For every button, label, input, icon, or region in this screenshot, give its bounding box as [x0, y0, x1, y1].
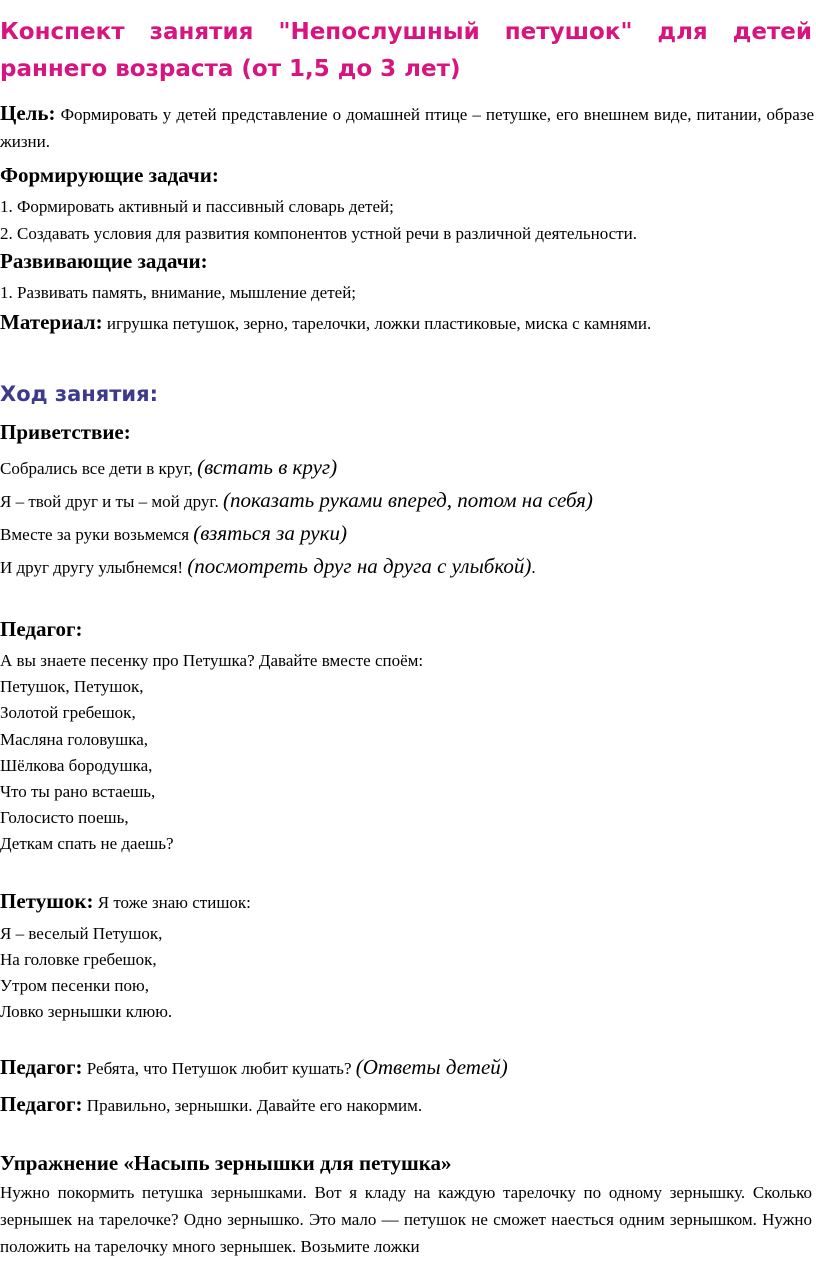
- teacher-line-1: А вы знаете песенку про Петушка? Давайте вместе споём:: [0, 651, 424, 670]
- song-line-4: Шёлкова бородушка,: [0, 756, 153, 775]
- rooster-line-4: Ловко зернышки клюю.: [0, 1002, 173, 1021]
- greeting-line-1-action: (встать в круг): [197, 455, 338, 479]
- teacher-question: [0, 1054, 508, 1082]
- course-heading: Ход занятия:: [0, 382, 159, 406]
- developing-item-1: 1. Развивать память, внимание, мышление детей;: [0, 283, 357, 302]
- greeting-line-4: [0, 553, 536, 581]
- exercise-text: Нужно покормить петушка зернышками. Вот я кладу на каждую тарелочку по одному зернышку. Сколько зернышек на тарелочке? Одно зернышко. Это мало — петушок не сможет наесться одним зернышком. Нужно положить на тарелочку много зернышек. Возьмите ложки: [0, 1183, 812, 1256]
- developing-heading: Развивающие задачи:: [0, 249, 208, 273]
- goal-paragraph: [0, 100, 814, 155]
- greeting-heading: Приветствие:: [0, 420, 131, 444]
- exercise-heading: Упражнение «Насыпь зернышки для петушка»: [0, 1151, 452, 1175]
- greeting-line-4-action: (посмотреть друг на друга с улыбкой): [187, 554, 532, 578]
- forming-item-2: 2. Создавать условия для развития компонентов устной речи в различной деятельности.: [0, 224, 637, 243]
- forming-heading: Формирующие задачи:: [0, 163, 219, 187]
- teacher-answer: [0, 1091, 422, 1119]
- greeting-line-1-text: Собрались все дети в круг,: [0, 459, 198, 478]
- rooster-label: Петушок:: [0, 889, 94, 913]
- forming-item-1: 1. Формировать активный и пассивный словарь детей;: [0, 197, 394, 216]
- goal-label: Цель:: [0, 101, 56, 125]
- greeting-line-4-text: И друг другу улыбнемся!: [0, 558, 188, 577]
- greeting-line-2: [0, 487, 593, 515]
- greeting-line-3: [0, 520, 347, 548]
- rooster-line-2: На головке гребешок,: [0, 950, 157, 969]
- teacher-question-label: Педагог:: [0, 1055, 83, 1079]
- rooster-intro: [0, 888, 251, 916]
- teacher-heading: Педагог:: [0, 617, 83, 641]
- goal-text: Формировать у детей представление о домашней птице – петушке, его внешнем виде, питании, образе жизни.: [0, 105, 814, 151]
- material-label: Материал:: [0, 310, 103, 334]
- teacher-answer-text: Правильно, зернышки. Давайте его накормим.: [82, 1096, 423, 1115]
- document-title: Конспект занятия "Непослушный петушок" для детей раннего возраста (от 1,5 до 3 лет): [0, 19, 812, 82]
- greeting-line-4-tail: .: [531, 558, 536, 577]
- teacher-question-text: Ребята, что Петушок любит кушать?: [82, 1059, 356, 1078]
- greeting-line-2-action: (показать руками вперед, потом на себя): [222, 488, 593, 512]
- teacher-question-action: (Ответы детей): [355, 1055, 508, 1079]
- greeting-line-3-action: (взяться за руки): [193, 521, 347, 545]
- greeting-line-2-text: Я – твой друг и ты – мой друг.: [0, 492, 223, 511]
- song-line-5: Что ты рано встаешь,: [0, 782, 156, 801]
- material-paragraph: [0, 309, 651, 337]
- song-line-1: Петушок, Петушок,: [0, 677, 144, 696]
- material-text: игрушка петушок, зерно, тарелочки, ложки пластиковые, миска с камнями.: [102, 314, 652, 333]
- teacher-answer-label: Педагог:: [0, 1092, 83, 1116]
- song-line-2: Золотой гребешок,: [0, 703, 136, 722]
- rooster-line-1: Я – веселый Петушок,: [0, 924, 163, 943]
- greeting-line-1: [0, 454, 337, 482]
- greeting-line-3-text: Вместе за руки возьмемся: [0, 525, 194, 544]
- rooster-intro-text: Я тоже знаю стишок:: [93, 893, 251, 912]
- song-line-6: Голосисто поешь,: [0, 808, 129, 827]
- rooster-line-3: Утром песенки пою,: [0, 976, 149, 995]
- song-line-3: Масляна головушка,: [0, 730, 149, 749]
- song-line-7: Деткам спать не даешь?: [0, 834, 174, 853]
